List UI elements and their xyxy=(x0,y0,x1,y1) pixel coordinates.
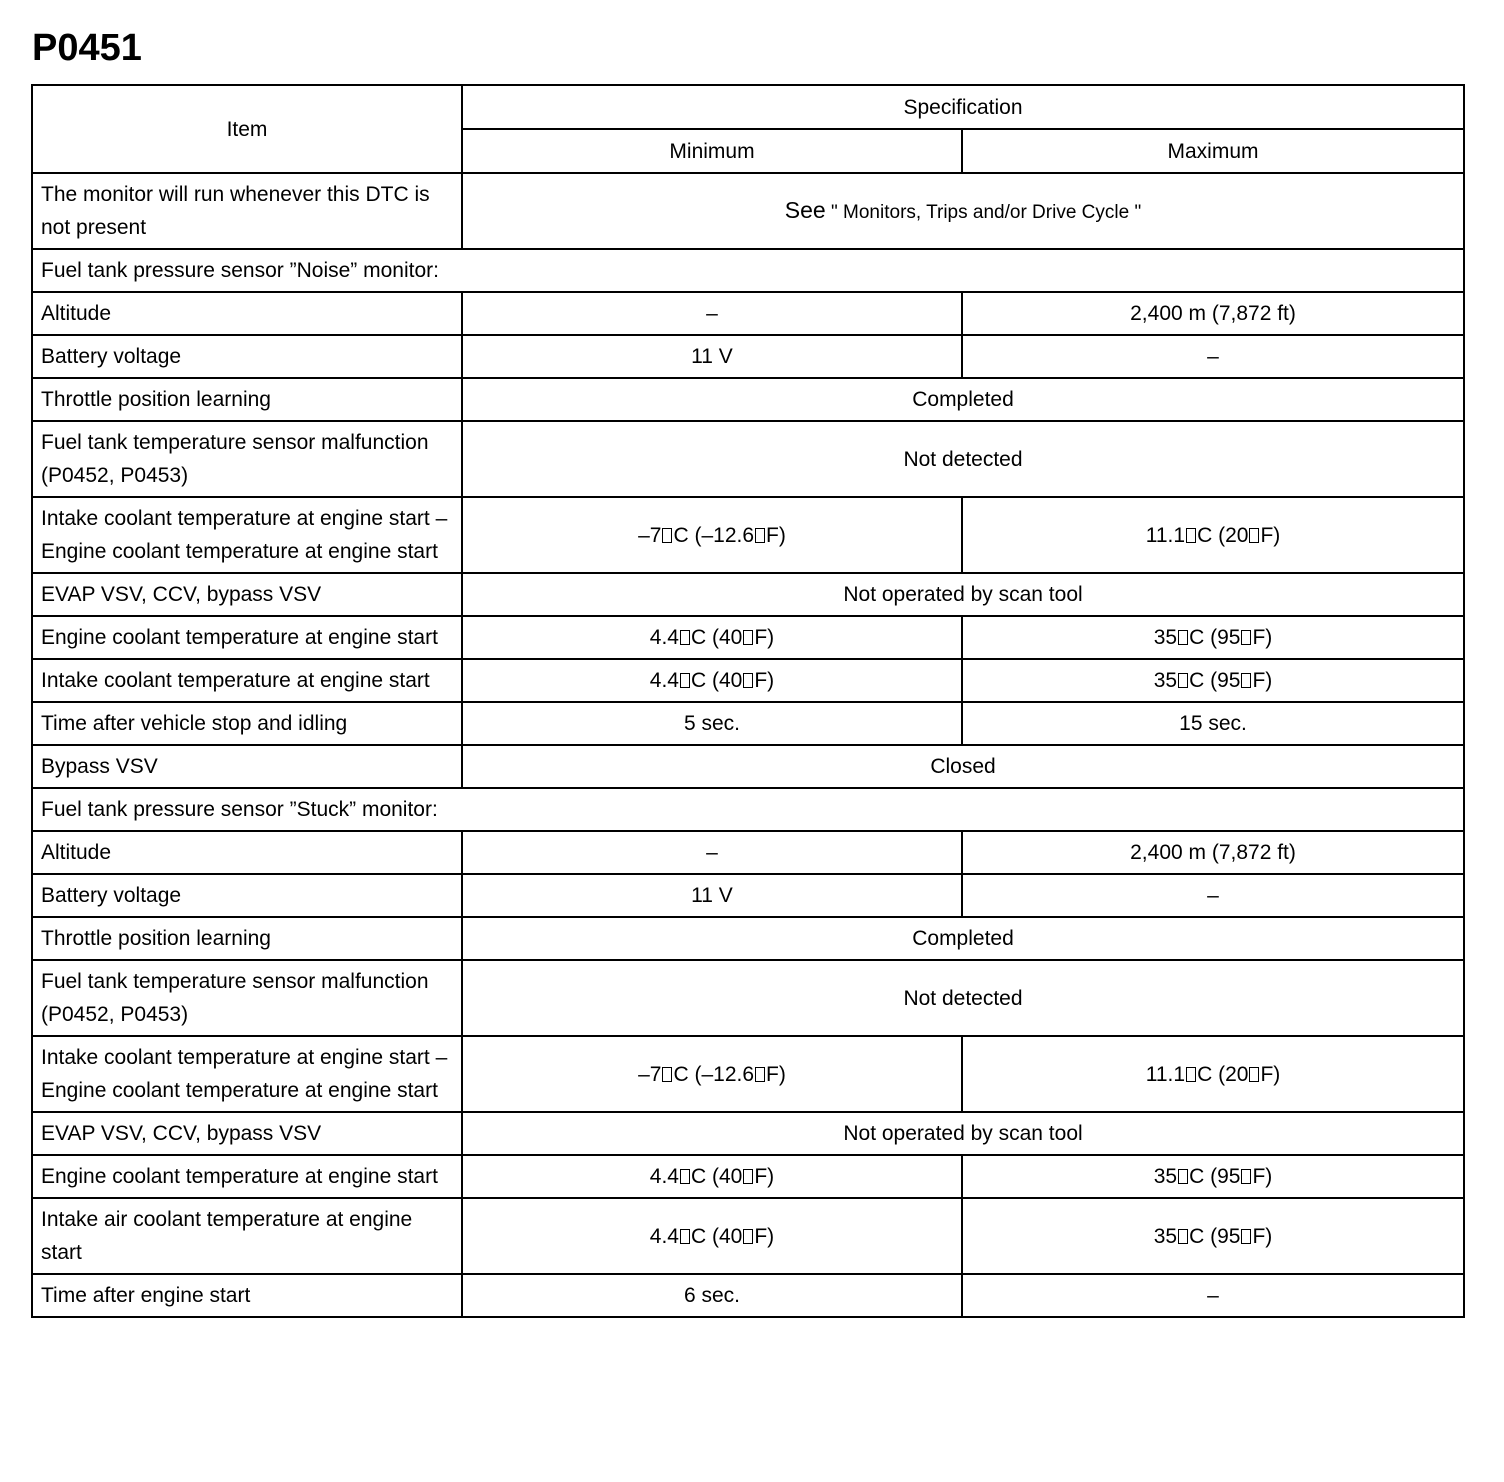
degree-box-icon xyxy=(1241,630,1251,645)
section-row xyxy=(32,249,1464,292)
row-min-value: 11 V xyxy=(462,335,962,378)
table-row xyxy=(32,874,1464,917)
row-span-value: Completed xyxy=(462,917,1464,960)
table-row xyxy=(32,1274,1464,1317)
table-row xyxy=(32,616,1464,659)
table-row xyxy=(32,1036,1464,1112)
table-row xyxy=(32,917,1464,960)
table-row xyxy=(32,292,1464,335)
row-item: Bypass VSV xyxy=(32,745,462,788)
row-min-value: 4.4 C (40 F) xyxy=(462,1155,962,1198)
row-span-value: Not operated by scan tool xyxy=(462,1112,1464,1155)
row-max-value: – xyxy=(962,1274,1464,1317)
row-item: Engine coolant temperature at engine start xyxy=(32,616,462,659)
table-row xyxy=(32,335,1464,378)
row-item: Altitude xyxy=(32,831,462,874)
table-row xyxy=(32,960,1464,1036)
row-max-value: 2,400 m (7,872 ft) xyxy=(962,831,1464,874)
row-item: Intake air coolant temperature at engine start xyxy=(32,1198,462,1274)
row-item: Engine coolant temperature at engine start xyxy=(32,1155,462,1198)
row-max-value: 35 C (95 F) xyxy=(962,1155,1464,1198)
row-min-value: – xyxy=(462,831,962,874)
degree-box-icon xyxy=(1241,1229,1251,1244)
degree-box-icon xyxy=(662,528,672,543)
table-row xyxy=(32,831,1464,874)
row-item: Throttle position learning xyxy=(32,917,462,960)
row-min-value: 4.4 C (40 F) xyxy=(462,616,962,659)
row-max-value: 15 sec. xyxy=(962,702,1464,745)
row-item: The monitor will run whenever this DTC is not present xyxy=(32,173,462,249)
degree-box-icon xyxy=(743,1229,753,1244)
row-span-value: Not operated by scan tool xyxy=(462,573,1464,616)
degree-box-icon xyxy=(1178,673,1188,688)
row-item: Intake coolant temperature at engine start – Engine coolant temperature at engine start xyxy=(32,1036,462,1112)
degree-box-icon xyxy=(1178,1169,1188,1184)
row-item: Battery voltage xyxy=(32,874,462,917)
table-row xyxy=(32,573,1464,616)
table-row xyxy=(32,659,1464,702)
table-row xyxy=(32,173,1464,249)
degree-box-icon xyxy=(755,528,765,543)
row-max-value: 35 C (95 F) xyxy=(962,1198,1464,1274)
row-max-value: 11.1 C (20 F) xyxy=(962,497,1464,573)
header-minimum: Minimum xyxy=(462,129,962,173)
header-specification: Specification xyxy=(462,85,1464,129)
table-body xyxy=(32,173,1464,1317)
row-item: Fuel tank temperature sensor malfunction (P0452, P0453) xyxy=(32,421,462,497)
see-reference-text: " Monitors, Trips and/or Drive Cycle " xyxy=(825,201,1142,223)
row-span-value: Completed xyxy=(462,378,1464,421)
row-min-value: 6 sec. xyxy=(462,1274,962,1317)
table-row xyxy=(32,1198,1464,1274)
row-min-value: 4.4 C (40 F) xyxy=(462,1198,962,1274)
degree-box-icon xyxy=(1178,1229,1188,1244)
degree-box-icon xyxy=(1241,1169,1251,1184)
row-min-value: 11 V xyxy=(462,874,962,917)
degree-box-icon xyxy=(1186,528,1196,543)
degree-box-icon xyxy=(743,673,753,688)
row-item: EVAP VSV, CCV, bypass VSV xyxy=(32,1112,462,1155)
row-span-value: Closed xyxy=(462,745,1464,788)
row-span-value xyxy=(462,173,1464,249)
table-row xyxy=(32,1112,1464,1155)
row-item: Intake coolant temperature at engine start xyxy=(32,659,462,702)
degree-box-icon xyxy=(680,1169,690,1184)
degree-box-icon xyxy=(743,1169,753,1184)
degree-box-icon xyxy=(1249,1067,1259,1082)
header-maximum: Maximum xyxy=(962,129,1464,173)
degree-box-icon xyxy=(1249,528,1259,543)
row-min-value: –7 C (–12.6 F) xyxy=(462,497,962,573)
row-item: Time after vehicle stop and idling xyxy=(32,702,462,745)
row-span-value: Not detected xyxy=(462,960,1464,1036)
degree-box-icon xyxy=(1178,630,1188,645)
degree-box-icon xyxy=(680,630,690,645)
table-row xyxy=(32,378,1464,421)
section-row xyxy=(32,788,1464,831)
row-max-value: 11.1 C (20 F) xyxy=(962,1036,1464,1112)
row-max-value: 35 C (95 F) xyxy=(962,616,1464,659)
degree-box-icon xyxy=(662,1067,672,1082)
row-span-value: Not detected xyxy=(462,421,1464,497)
row-min-value: 4.4 C (40 F) xyxy=(462,659,962,702)
row-max-value: 35 C (95 F) xyxy=(962,659,1464,702)
row-max-value: – xyxy=(962,874,1464,917)
row-item: Throttle position learning xyxy=(32,378,462,421)
section-title: Fuel tank pressure sensor ”Noise” monitor: xyxy=(32,249,1464,292)
table-row xyxy=(32,421,1464,497)
row-max-value: 2,400 m (7,872 ft) xyxy=(962,292,1464,335)
degree-box-icon xyxy=(680,673,690,688)
section-title: Fuel tank pressure sensor ”Stuck” monitor: xyxy=(32,788,1464,831)
row-item: Intake coolant temperature at engine start – Engine coolant temperature at engine start xyxy=(32,497,462,573)
row-item: Time after engine start xyxy=(32,1274,462,1317)
degree-box-icon xyxy=(755,1067,765,1082)
row-item: Fuel tank temperature sensor malfunction (P0452, P0453) xyxy=(32,960,462,1036)
row-item: Battery voltage xyxy=(32,335,462,378)
degree-box-icon xyxy=(680,1229,690,1244)
row-min-value: 5 sec. xyxy=(462,702,962,745)
table-row xyxy=(32,745,1464,788)
row-item: EVAP VSV, CCV, bypass VSV xyxy=(32,573,462,616)
table-header xyxy=(32,85,1464,173)
degree-box-icon xyxy=(743,630,753,645)
degree-box-icon xyxy=(1241,673,1251,688)
row-item: Altitude xyxy=(32,292,462,335)
row-min-value: – xyxy=(462,292,962,335)
table-row xyxy=(32,1155,1464,1198)
row-max-value: – xyxy=(962,335,1464,378)
page-title: P0451 xyxy=(32,27,142,69)
spec-table xyxy=(31,84,1465,1318)
see-lead-text: See xyxy=(784,196,826,223)
table-row xyxy=(32,702,1464,745)
table-row xyxy=(32,497,1464,573)
header-item: Item xyxy=(32,85,462,173)
degree-box-icon xyxy=(1186,1067,1196,1082)
row-min-value: –7 C (–12.6 F) xyxy=(462,1036,962,1112)
